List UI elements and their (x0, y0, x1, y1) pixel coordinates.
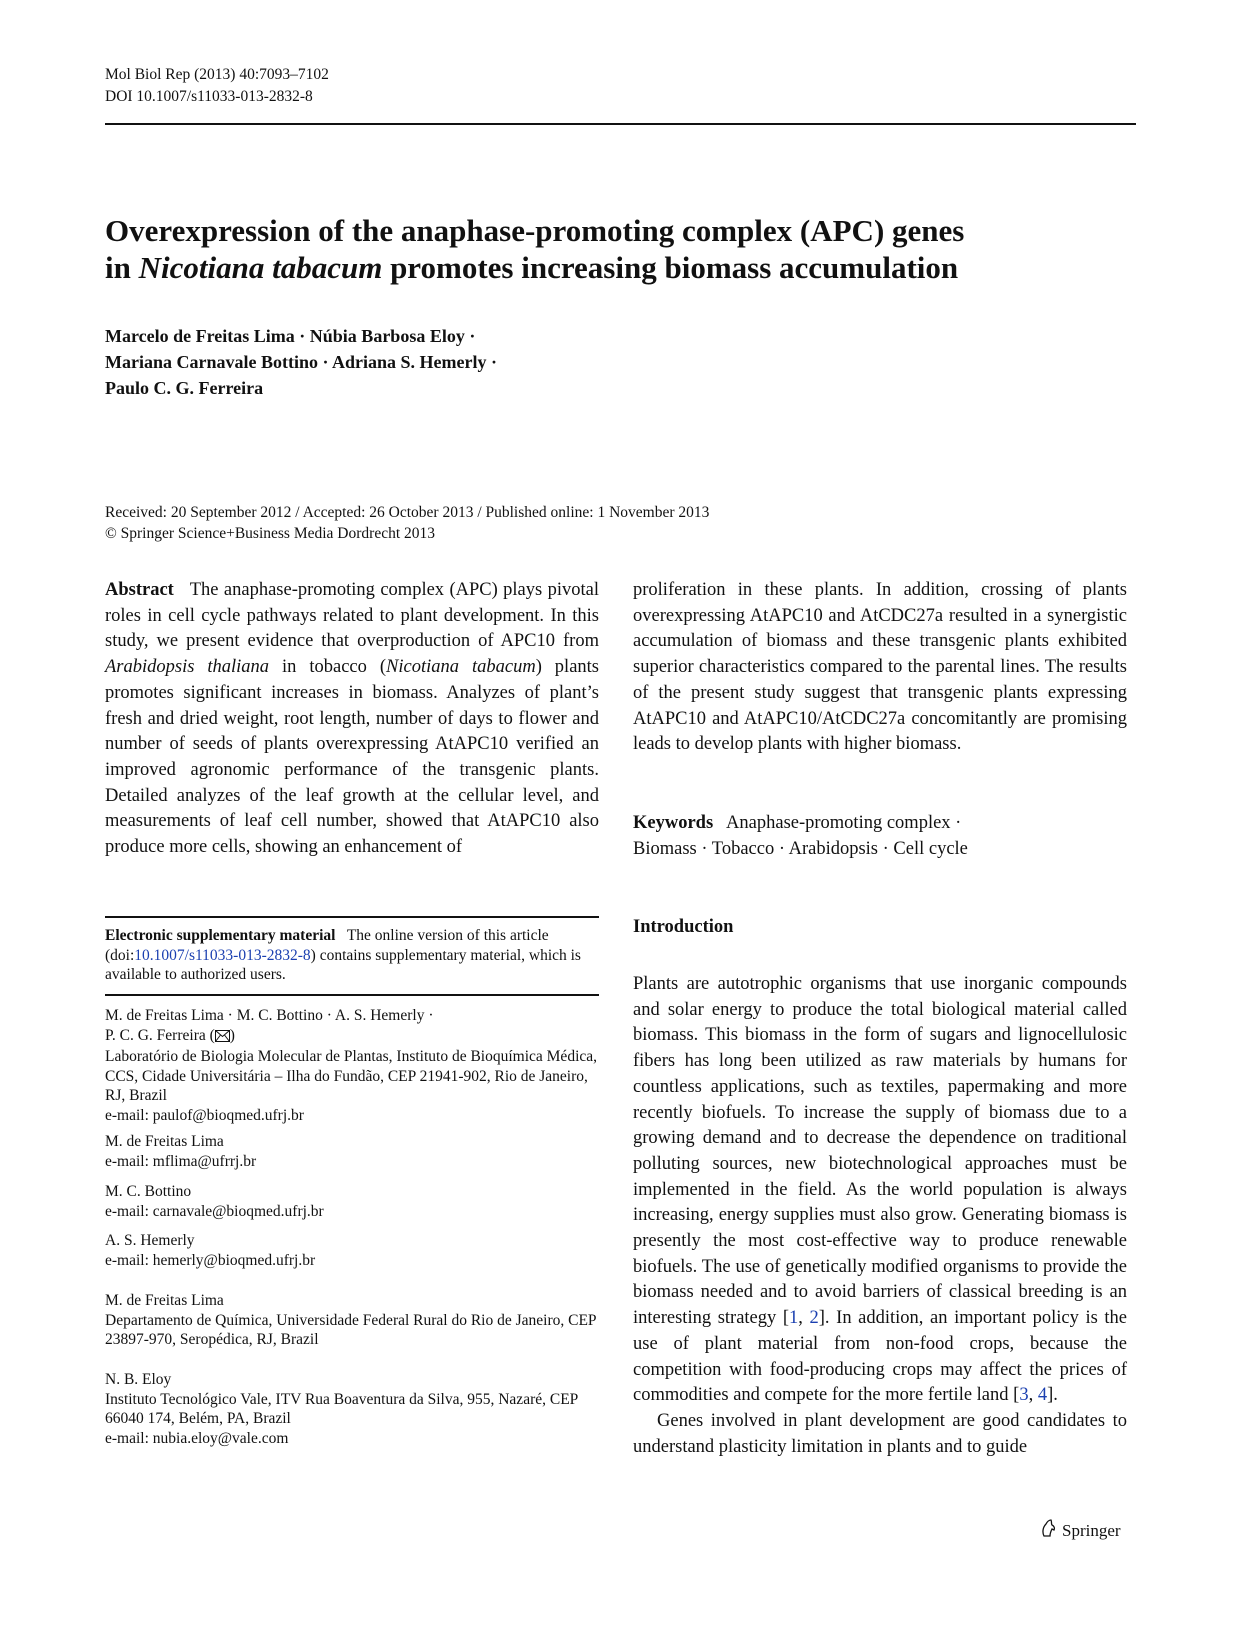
affiliation-email: e-mail: mflima@ufrrj.br (105, 1152, 257, 1170)
publisher-name: Springer (1062, 1520, 1121, 1540)
affiliation-email: e-mail: paulof@bioqmed.ufrj.br (105, 1106, 304, 1124)
abstract-continued: proliferation in these plants. In addition, crossing of plants overexpressing AtAPC10 and AtCDC27a resulted in a synergistic accumulation of biomass and these transgenic plants exhibited superior characteristics compared to the parental lines. The results of the present study suggest that transgenic plants expressing AtAPC10 and AtAPC10/AtCDC27a concomitantly are promising leads to develop plants with higher biomass. (633, 580, 1127, 755)
affiliation-rule (105, 994, 599, 996)
doi-link[interactable]: 10.1007/s11033-013-2832-8 (134, 946, 311, 964)
affiliation-institution: Departamento de Química, Universidade Federal Rural do Rio de Janeiro, CEP 23897-970, Seropédica, RJ, Brazil (105, 1311, 596, 1348)
affiliation-3 (105, 1182, 599, 1221)
affiliation-email: e-mail: hemerly@bioqmed.ufrj.br (105, 1251, 316, 1269)
abstract-text: ) plants promotes significant increases in biomass. Analyzes of plant’s fresh and dried weight, root length, number of days to flower and number of seeds of plants overexpressing AtAPC10 verified an improved agronomic performance of the transgenic plants. Detailed analyzes of the leaf growth at the cellular level, and measurements of leaf cell number, showed that AtAPC10 also produce more cells, showing an enhancement of (105, 657, 599, 858)
abstract-paragraph (105, 578, 599, 861)
intro-paragraph-1 (633, 972, 1127, 1409)
affiliation-email: e-mail: carnavale@bioqmed.ufrj.br (105, 1202, 324, 1220)
affiliation-name: M. de Freitas Lima (105, 1292, 224, 1309)
springer-horse-icon (1038, 1518, 1058, 1543)
affiliation-names: M. de Freitas Lima · M. C. Bottino · A. S. Hemerly · (105, 1007, 434, 1024)
abstract-left (105, 578, 599, 861)
intro-text: ]. (1047, 1385, 1058, 1406)
supplementary-paragraph (105, 926, 599, 985)
keywords-text: Anaphase-promoting complex · (726, 813, 962, 833)
doi-line: DOI 10.1007/s11033-013-2832-8 (105, 88, 313, 105)
title-species: Nicotiana tabacum (138, 250, 383, 285)
affiliation-name: A. S. Hemerly (105, 1232, 195, 1249)
abstract-text: The anaphase-promoting complex (APC) plays pivotal roles in cell cycle pathways related to plant development. In this study, we present evidence that overproduction of APC10 from (105, 580, 599, 652)
received-line: Received: 20 September 2012 / Accepted: 26 October 2013 / Published online: 1 November 2013 (105, 504, 710, 521)
title-prefix: in (105, 250, 139, 285)
abstract-italic: Arabidopsis thaliana (105, 657, 270, 678)
intro-text: Plants are autotrophic organisms that use inorganic compounds and solar energy to produce the total biological material called biomass. This biomass in the form of sugars and lignocellulosic fibers has long been utilized as raw materials by humans for countless applications, such as textiles, papermaking and more recently biofuels. To increase the supply of biomass due to a growing demand and to decrease the dependence on traditional polluting sources, new biotechnological approaches must be implemented in the field. As the world population is always increasing, energy supplies must also grow. Generating biomass is presently the most cost-effective way to produce renewable biofuels. The use of genetically modified organisms to provide the biomass needed and to avoid barriers of classical breeding is an interesting strategy [ (633, 974, 1127, 1329)
abstract-italic: Nicotiana tabacum (386, 657, 536, 678)
affiliation-6 (105, 1370, 599, 1448)
authors-line-2: Mariana Carnavale Bottino · Adriana S. Hemerly · (105, 352, 497, 372)
article-title (105, 212, 1136, 286)
author-name: P. C. G. Ferreira ( (105, 1026, 215, 1044)
publication-dates (105, 502, 709, 544)
title-line-2 (105, 249, 1136, 286)
citation-separator: , (798, 1308, 810, 1329)
envelope-icon (215, 1028, 230, 1048)
keywords-heading: Keywords (633, 813, 714, 833)
footnote-rule (105, 916, 599, 918)
keywords-line-1 (633, 811, 968, 837)
affiliation-name: M. de Freitas Lima (105, 1133, 224, 1150)
supplementary-text: The online version of this article (doi: (105, 927, 549, 964)
affiliation-2 (105, 1132, 599, 1171)
abstract-right (633, 578, 1127, 758)
introduction-heading: Introduction (633, 917, 734, 937)
journal-citation: Mol Biol Rep (2013) 40:7093–7102 (105, 66, 329, 83)
title-suffix: promotes increasing biomass accumulation (382, 250, 959, 285)
intro-text: ]. In addition, an important policy is the use of plant material from non-food crops, because the competition with food-producing crops may affect the prices of commodities and compete for the more fertile land [ (633, 1308, 1128, 1406)
citation-link[interactable]: 2 (809, 1308, 819, 1329)
copyright-line: © Springer Science+Business Media Dordrecht 2013 (105, 525, 436, 542)
affiliation-names (105, 1026, 599, 1048)
authors-line-1: Marcelo de Freitas Lima · Núbia Barbosa Eloy · (105, 326, 476, 346)
affiliation-institution: Laboratório de Biologia Molecular de Plantas, Instituto de Bioquímica Médica, CCS, Cidade Universitária – Ilha do Fundão, CEP 21941-902, Rio de Janeiro, RJ, Brazil (105, 1048, 598, 1104)
supplementary-text: ) contains supplementary material, which is available to authorized users. (105, 946, 581, 983)
abstract-text: in tobacco ( (269, 657, 387, 678)
affiliation-5 (105, 1291, 599, 1350)
author-list (105, 323, 497, 401)
affiliation-name: M. C. Bottino (105, 1183, 192, 1200)
journal-header (105, 64, 329, 108)
header-rule (105, 123, 1136, 125)
keywords-line-2: Biomass · Tobacco · Arabidopsis · Cell cycle (633, 838, 968, 859)
citation-link[interactable]: 1 (789, 1308, 799, 1329)
publisher-logo (1038, 1518, 1121, 1543)
affiliation-email: e-mail: nubia.eloy@vale.com (105, 1429, 289, 1447)
supplementary-heading: Electronic supplementary material (105, 927, 336, 944)
affiliation-4 (105, 1231, 599, 1270)
citation-link[interactable]: 3 (1019, 1385, 1029, 1406)
supplementary-note (105, 926, 599, 985)
affiliation-institution: Instituto Tecnológico Vale, ITV Rua Boaventura da Silva, 955, Nazaré, CEP 66040 174, Belém, PA, Brazil (105, 1390, 578, 1427)
keywords (633, 811, 968, 862)
authors-line-3: Paulo C. G. Ferreira (105, 378, 264, 398)
affiliation-1 (105, 1006, 599, 1125)
affiliation-name: N. B. Eloy (105, 1371, 172, 1388)
title-line-1: Overexpression of the anaphase-promoting complex (APC) genes (105, 213, 965, 248)
introduction-body (633, 972, 1127, 1460)
intro-paragraph-2: Genes involved in plant development are good candidates to understand plasticity limitation in plants and to guide (633, 1410, 1127, 1457)
abstract-heading: Abstract (105, 580, 174, 600)
citation-link[interactable]: 4 (1037, 1385, 1048, 1406)
citation-separator: , (1028, 1385, 1038, 1406)
paren-close: ) (229, 1026, 235, 1044)
